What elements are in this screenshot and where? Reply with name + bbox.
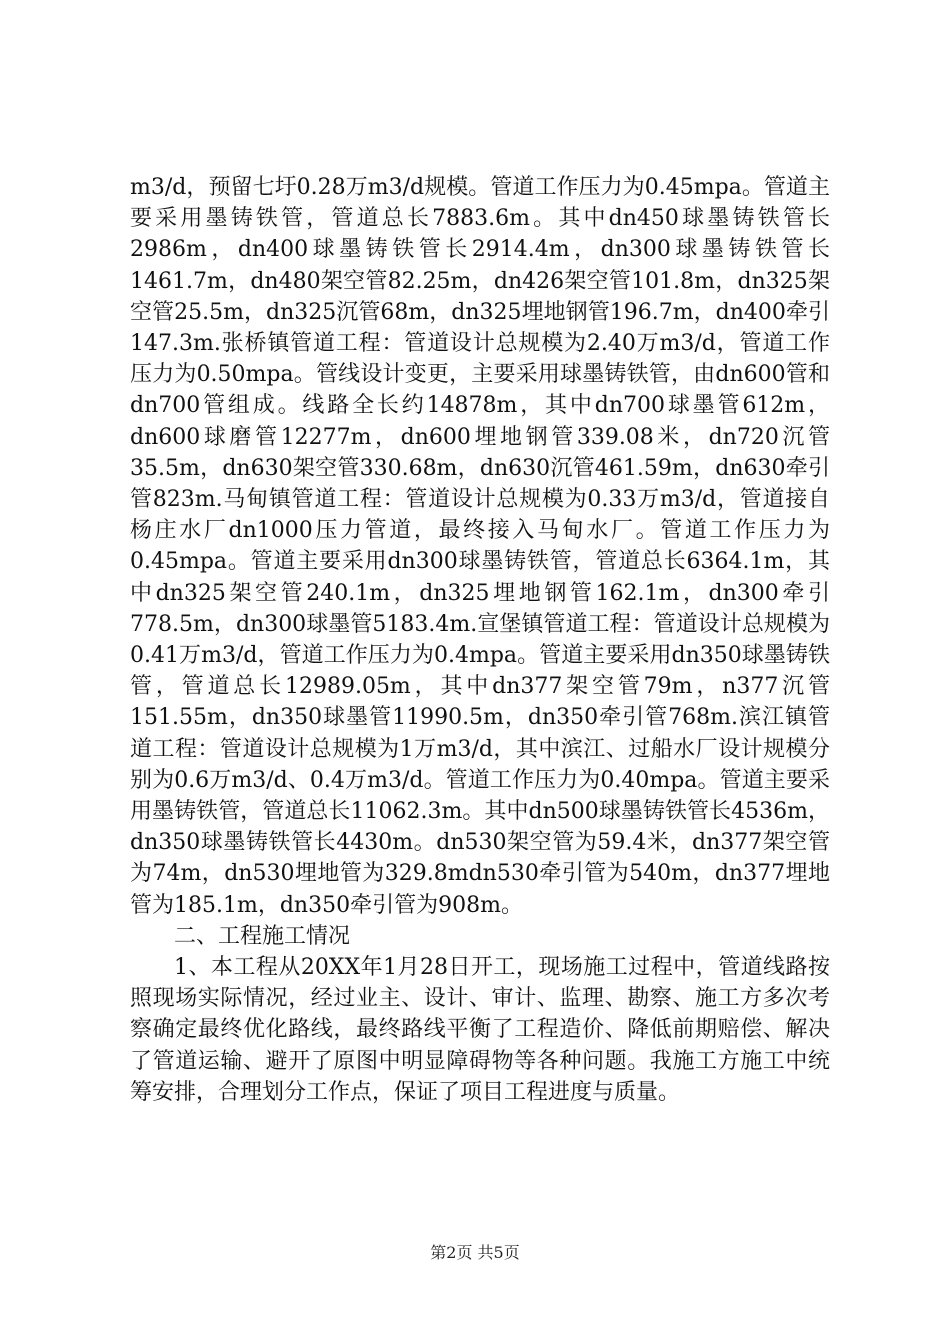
page-number-footer: 第2页 共5页 (430, 1243, 520, 1262)
paragraph-pipeline-specs: m3/d，预留七圩0.28万m3/d规模。管道工作压力为0.45mpa。管道主要采用墨铸铁管，管道总长7883.6m。其中dn450球墨铸铁管长2986m，dn400球墨铸铁管长2914.4m，dn300球墨铸铁管长1461.7m，dn480架空管82.25m，dn426架空管101.8m，dn325架空管25.5m，dn325沉管68m，dn325埋地钢管196.7m，dn400牵引147.3m.张桥镇管道工程：管道设计总规模为2.40万m3/d，管道工作压力为0.50mpa。管线设计变更，主要采用球墨铸铁管，由dn600管和dn700管组成。线路全长约14878m，其中dn700球墨管612m，dn600球磨管12277m，dn600埋地钢管339.08米，dn720沉管35.5m，dn630架空管330.68m，dn630沉管461.59m，dn630牵引管823m.马甸镇管道工程：管道设计总规模为0.33万m3/d，管道接自杨庄水厂dn1000压力管道，最终接入马甸水厂。管道工作压力为0.45mpa。管道主要采用dn300球墨铸铁管，管道总长6364.1m，其中dn325架空管240.1m，dn325埋地钢管162.1m，dn300牵引778.5m，dn300球墨管5183.4m.宣堡镇管道工程：管道设计总规模为0.41万m3/d，管道工作压力为0.4mpa。管道主要采用dn350球墨铸铁管，管道总长12989.05m，其中dn377架空管79m，n377沉管151.55m，dn350球墨管11990.5m，dn350牵引管768m.滨江镇管道工程：管道设计总规模为1万m3/d，其中滨江、过船水厂设计规模分别为0.6万m3/d、0.4万m3/d。管道工作压力为0.40mpa。管道主要采用墨铸铁管，管道总长11062.3m。其中dn500球墨铸铁管长4536m，dn350球墨铸铁管长4430m。dn530架空管为59.4米，dn377架空管为74m，dn530埋地管为329.8mdn530牵引管为540m，dn377埋地管为185.1m，dn350牵引管为908m。 (130, 175, 830, 918)
section-heading-construction: 二、工程施工情况 (174, 923, 351, 949)
document-body (130, 172, 830, 1108)
paragraph-construction-details: 1、本工程从20XX年1月28日开工，现场施工过程中，管道线路按照现场实际情况，经过业主、设计、审计、监理、勘察、施工方多次考察确定最终优化路线，最终路线平衡了工程造价、降低前期赔偿、解决了管道运输、避开了原图中明显障碍物等各种问题。我施工方施工中统筹安排，合理划分工作点，保证了项目工程进度与质量。 (130, 955, 830, 1105)
